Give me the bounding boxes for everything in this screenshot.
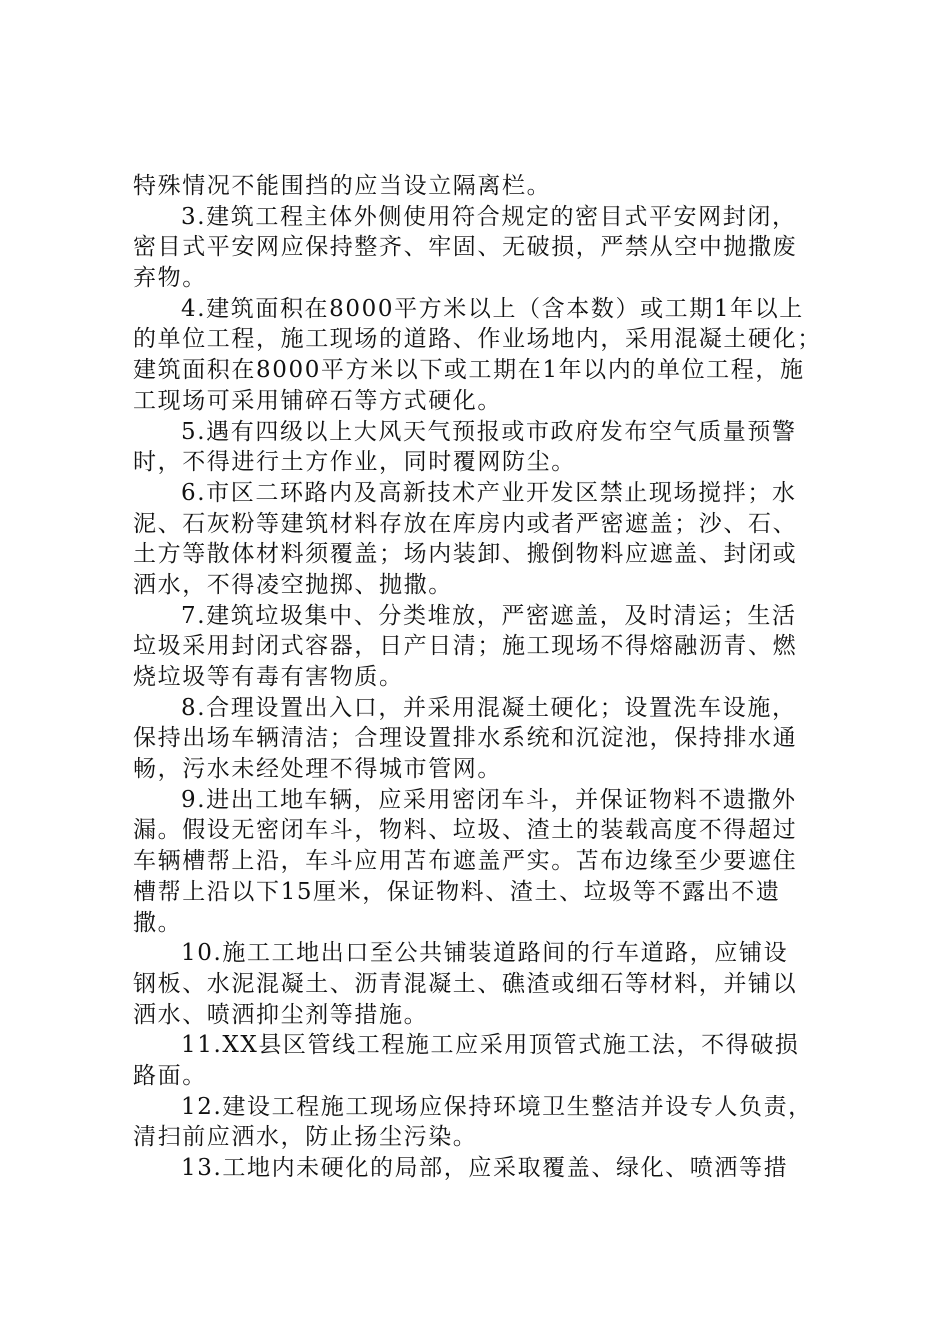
text-line: 特殊情况不能围挡的应当设立隔离栏。 <box>133 173 552 199</box>
text-line: 9.进出工地车辆，应采用密闭车斗，并保证物料不遗撒外 <box>181 786 797 813</box>
text-line: 垃圾采用封闭式容器，日产日清；施工现场不得熔融沥青、燃 <box>133 633 798 660</box>
text-line: 的单位工程，施工现场的道路、作业场地内，采用混凝土硬化； <box>133 326 822 353</box>
text-line: 撒。 <box>133 909 183 936</box>
text-line: 建筑面积在8000平方米以下或工期在1年以内的单位工程，施 <box>133 357 805 384</box>
text-line: 3.建筑工程主体外侧使用符合规定的密目式平安网封闭， <box>181 203 797 230</box>
text-line: 11.XX县区管线工程施工应采用顶管式施工法，不得破损 <box>181 1032 800 1059</box>
text-line: 密目式平安网应保持整齐、牢固、无破损，严禁从空中抛撒废 <box>133 234 798 261</box>
text-line: 工现场可采用铺碎石等方式硬化。 <box>133 387 502 414</box>
text-line: 钢板、水泥混凝土、沥青混凝土、礁渣或细石等材料，并铺以 <box>133 970 798 997</box>
text-line: 路面。 <box>133 1062 207 1089</box>
text-line: 6.市区二环路内及高新技术产业开发区禁止现场搅拌；水 <box>181 479 797 506</box>
text-line: 漏。假设无密闭车斗，物料、垃圾、渣土的装载高度不得超过 <box>133 817 798 844</box>
text-line: 烧垃圾等有毒有害物质。 <box>133 664 404 690</box>
text-line: 泥、石灰粉等建筑材料存放在库房内或者严密遮盖；沙、石、 <box>133 510 798 537</box>
text-line: 时，不得进行土方作业，同时覆网防尘。 <box>133 449 576 476</box>
text-line: 畅，污水未经处理不得城市管网。 <box>133 756 502 783</box>
text-line: 洒水，不得凌空抛掷、抛撒。 <box>133 571 453 598</box>
text-line: 8.合理设置出入口，并采用混凝土硬化；设置洗车设施， <box>181 694 797 721</box>
text-line: 7.建筑垃圾集中、分类堆放，严密遮盖，及时清运；生活 <box>181 602 797 629</box>
text-line: 土方等散体材料须覆盖；场内装卸、搬倒物料应遮盖、封闭或 <box>133 541 798 568</box>
text-line: 保持出场车辆清洁；合理设置排水系统和沉淀池，保持排水通 <box>133 725 798 752</box>
text-line: 12.建设工程施工现场应保持环境卫生整洁并设专人负责， <box>181 1093 813 1120</box>
text-line: 10.施工工地出口至公共铺装道路间的行车道路，应铺设 <box>181 940 789 967</box>
text-line: 洒水、喷洒抑尘剂等措施。 <box>133 1001 429 1028</box>
text-line: 弃物。 <box>133 265 207 292</box>
text-line: 13.工地内未硬化的局部，应采取覆盖、绿化、喷洒等措 <box>181 1155 789 1181</box>
text-line: 5.遇有四级以上大风天气预报或市政府发布空气质量预警 <box>181 418 797 445</box>
text-line: 清扫前应洒水，防止扬尘污染。 <box>133 1124 478 1151</box>
document-body <box>133 171 823 1184</box>
text-line: 槽帮上沿以下15厘米，保证物料、渣土、垃圾等不露出不遗 <box>133 878 781 905</box>
text-line: 车辆槽帮上沿，车斗应用苫布遮盖严实。苫布边缘至少要遮住 <box>133 848 798 875</box>
text-line: 4.建筑面积在8000平方米以上（含本数）或工期1年以上 <box>181 295 804 322</box>
